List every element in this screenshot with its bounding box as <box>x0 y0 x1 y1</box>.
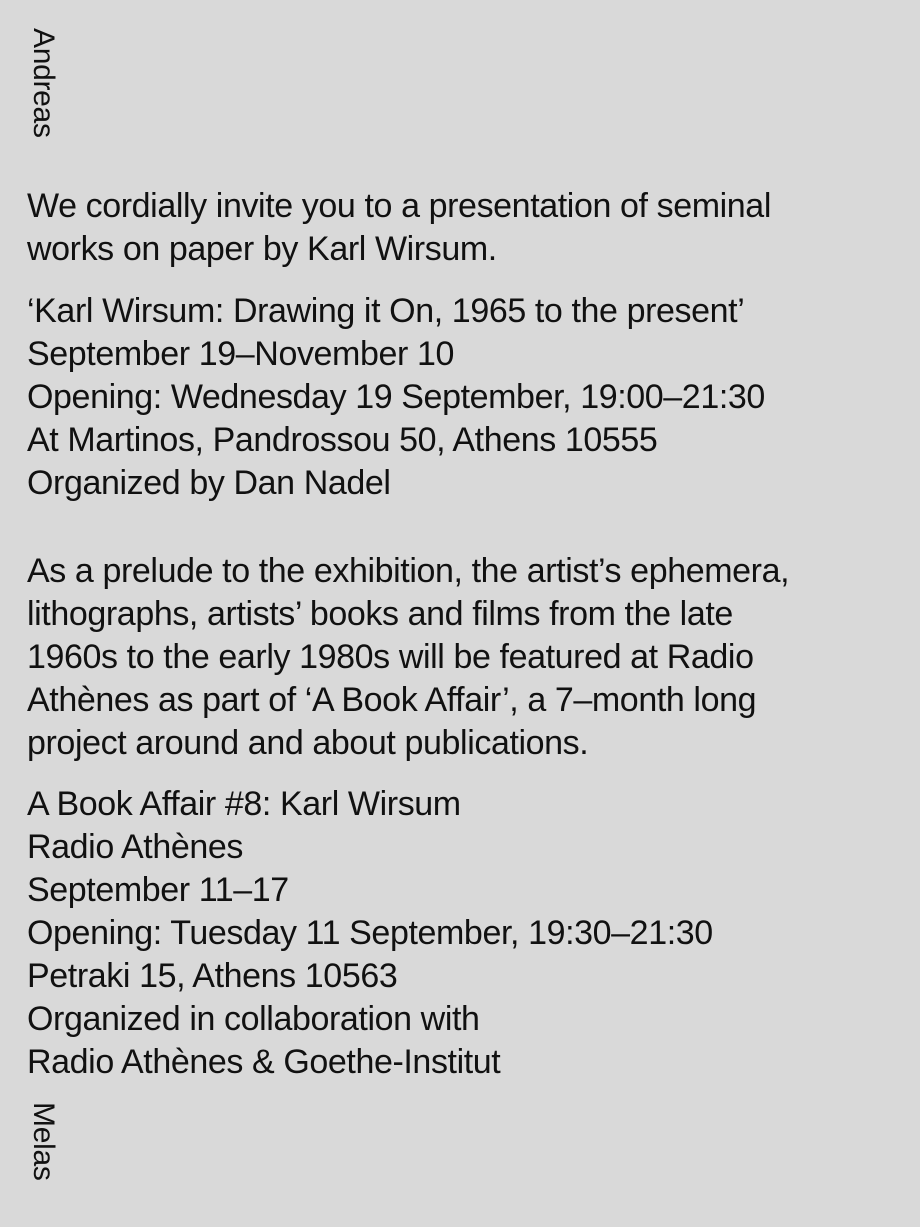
exhibition-title: ‘Karl Wirsum: Drawing it On, 1965 to the present’ <box>27 292 745 330</box>
book-affair-details <box>27 783 907 1084</box>
prelude-line: As a prelude to the exhibition, the artist’s ephemera, <box>27 552 790 590</box>
vertical-name-top: Andreas <box>27 28 60 138</box>
invitation-line: We cordially invite you to a presentation of seminal <box>27 187 771 225</box>
exhibition-details <box>27 290 907 505</box>
invitation-text <box>27 185 907 271</box>
book-affair-title: A Book Affair #8: Karl Wirsum <box>27 785 461 823</box>
exhibition-opening: Opening: Wednesday 19 September, 19:00–21:30 <box>27 378 765 416</box>
prelude-line: project around and about publications. <box>27 724 589 762</box>
prelude-line: lithographs, artists’ books and films from the late <box>27 595 733 633</box>
book-affair-address: Petraki 15, Athens 10563 <box>27 957 398 995</box>
book-affair-dates: September 11–17 <box>27 871 289 909</box>
book-affair-venue: Radio Athènes <box>27 828 243 866</box>
book-affair-opening: Opening: Tuesday 11 September, 19:30–21:30 <box>27 914 713 952</box>
prelude-line: 1960s to the early 1980s will be featured at Radio <box>27 638 754 676</box>
prelude-line: Athènes as part of ‘A Book Affair’, a 7–month long <box>27 681 757 719</box>
exhibition-organizer: Organized by Dan Nadel <box>27 464 391 502</box>
prelude-paragraph <box>27 550 907 765</box>
invitation-line: works on paper by Karl Wirsum. <box>27 230 497 268</box>
vertical-name-bottom: Melas <box>27 1102 60 1181</box>
book-affair-partners: Radio Athènes & Goethe-Institut <box>27 1043 501 1081</box>
exhibition-location: At Martinos, Pandrossou 50, Athens 10555 <box>27 421 658 459</box>
exhibition-dates: September 19–November 10 <box>27 335 454 373</box>
book-affair-collaboration: Organized in collaboration with <box>27 1000 480 1038</box>
